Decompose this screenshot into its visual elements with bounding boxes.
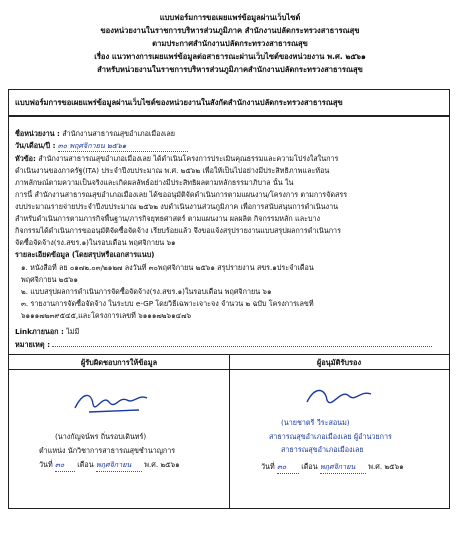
form-title-box [8,89,450,117]
topic-line: กิจกรรมได้ดำเนินการขออนุมัติจัดซื้อจัดจ้าง เรียบร้อยแล้ว จึงขอแจ้งสรุปรายงานแบบสรุปผลการดำเนินการ [15,226,341,235]
date-value: ๓๐ พฤศจิกายน ๒๕๖๑ [57,141,127,150]
signature-right [299,382,379,412]
details-item: ๓. รายงานการจัดซื้อจัดจ้าง ในระบบ e-GP โดยวิธีเฉพาะเจาะจง จำนวน ๒ ฉบับ โครงการเลขที่ [21,299,314,308]
sign-left-date [39,460,180,472]
sign-left-name: (นางกัญจน์พร ถิ่นรอบเดินทร์) [55,432,147,441]
header-line-2: ของหน่วยงานในราชการบริหารส่วนภูมิภาค สำนักงานปลัดกระทรวงสาธารณสุข [100,26,360,35]
details-item: พฤศจิกายน ๒๕๖๑ [21,275,78,284]
signature-left [69,384,159,420]
sign-right-position-1: สาธารณสุขอำเภอเมืองเลย ผู้อำนวยการ [269,432,392,441]
note-row [15,340,445,350]
details-label: รายละเอียดข้อมูล (โดยสรุปหรือเอกสารแนบ) [15,250,155,259]
agency-value: สำนักงานสาธารณสุขอำเภอเมืองเลย [62,129,176,138]
header-line-1: แบบฟอร์มการขอเผยแพร่ข้อมูลผ่านเว็บไซต์ [159,13,301,22]
date-prefix: วันที่ [39,460,53,469]
sign-left [9,354,229,494]
topic-row-0 [15,154,445,164]
topic-line: สำหรับดำเนินการตามภารกิจพื้นฐาน/ภารกิจยุทธศาสตร์ ตามแผนงาน ผลผลิต กิจกรรมหลัก และบาง [15,214,321,223]
header-line-5: สำหรับหน่วยงานในราชการบริหารส่วนภูมิภาคสำนักงานปลัดกระทรวงสาธารณสุข [97,65,363,74]
note-fill [52,346,432,347]
sign-right-name: (นายชาตรี วีระสอนม) [281,418,350,427]
topic-line: สำนักงานสาธารณสุขอำเภอเมืองเลย ได้ดำเนินโครงการประเมินคุณธรรมและความโปร่งใสในการ [38,154,339,163]
date-label: วัน/เดือน/ปี : [15,141,56,150]
sign-right [229,354,449,494]
date-month: พฤศจิกายน [319,462,356,471]
date-day: ๓๐ [276,462,287,471]
agency-row [15,129,445,139]
agency-label: ชื่อหน่วยงาน : [15,129,60,138]
date-month-label: เดือน [301,462,318,471]
sign-right-position-2: สาธารณสุขอำเภอเมืองเลย [281,445,364,454]
topic-label: หัวข้อ: [15,154,36,163]
date-prefix: วันที่ [261,462,275,471]
sign-right-date [261,462,404,474]
header-line-3: ตามประกาศสำนักงานปลัดกระทรวงสาธารณสุข [152,39,308,48]
date-row [15,141,445,152]
details-item: ๑. หนังสือที่ ลย ๐๑๗๒.๐๓/๒๑๒๗ ลงวันที่ ๓๐พฤศจิกายน ๒๕๖๑ สรุปรายงาน สขร.๑ประจำเดือน [21,263,314,272]
topic-line: ภาพลักษณ์ตามความเป็นจริงและเกิดผลลัพธ์อย่างมีประสิทธิผลตามหลักธรรมาภิบาล นั้น ใน [15,178,294,187]
topic-line: ดำเนินงานของภาครัฐ(ITA) ประจำปีงบประมาณ พ.ศ. ๒๕๖๒ เพื่อให้เป็นไปอย่างมีประสิทธิภาพและท้อน [15,166,330,175]
date-fill [58,141,188,152]
date-year: พ.ศ. ๒๕๖๑ [368,462,404,471]
date-year: พ.ศ. ๒๕๖๑ [144,460,180,469]
details-item: ๖๑๑๑๗๒๓๙๕๔๕,และโครงการเลขที่ ๖๑๑๑๗๒๖๑๔๗๖ [21,311,192,320]
date-day: ๓๐ [54,460,65,469]
sign-left-position: ตำแหน่ง นักวิชาการสาธารณสุขชำนาญการ [39,446,176,455]
header-line-4: เรื่อง แนวทางการเผยแพร่ข้อมูลต่อสาธารณะผ่านเว็บไซต์ของหน่วยงาน พ.ศ. ๒๕๖๑ [94,52,366,61]
form-body-box [8,115,450,509]
topic-line: งบประมาณรายจ่ายประจำปีงบประมาณ ๒๕๖๒ งบดำเนินงานส่วนภูมิภาค เพื่อการสนับสนุนการดำเนินงาน [15,202,339,211]
link-row [15,327,445,337]
details-item: ๒. แบบสรุปผลการดำเนินการจัดซื้อจัดจ้าง(รง.สขร.๑)ในรอบเดือน พฤศจิกายน ๖๑ [21,287,272,296]
link-label: Linkภายนอก : [15,327,64,336]
date-month-label: เดือน [77,460,94,469]
sign-right-heading: ผู้อนุมัติรับรอง [316,358,362,367]
topic-line: การนี้ สำนักงานสาธารณสุขอำเภอเมืองเลย ได้ขออนุมัติจัดดำเนินการตามแผนงาน/โครงการ ตามการจัดสรร [15,190,348,199]
date-month: พฤศจิกายน [95,460,132,469]
link-value: ไม่มี [66,327,80,336]
note-label: หมายเหตุ : [15,340,50,349]
sign-left-heading: ผู้รับผิดชอบการให้ข้อมูล [80,358,158,367]
form-title: แบบฟอร์มการขอเผยแพร่ข้อมูลผ่านเว็บไซต์ของหน่วยงานในสังกัดสำนักงานปลัดกระทรวงสาธารณสุข [15,98,343,107]
topic-line: จัดซื้อจัดจ้าง(รง.สขร.๑)ในรอบเดือน พฤศจิกายน ๖๑ [15,238,176,247]
